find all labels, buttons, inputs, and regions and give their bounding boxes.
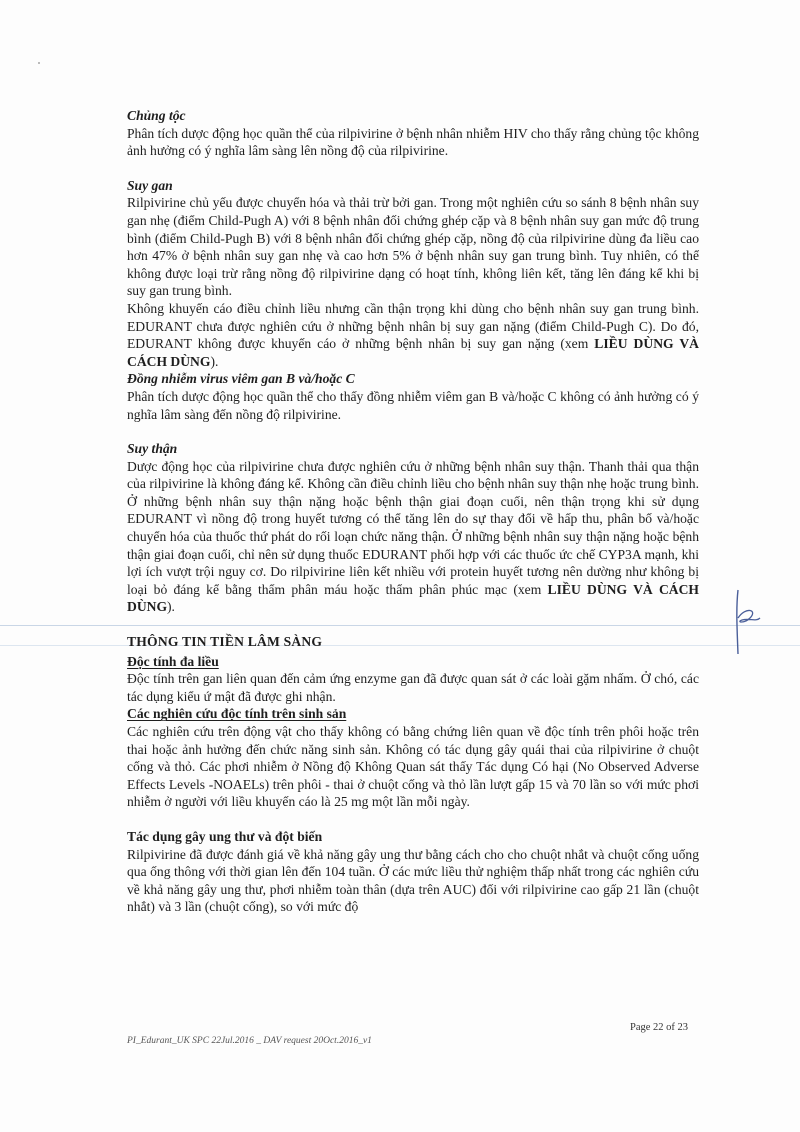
cross-reference: LIỀU DÙNG VÀ CÁCH DÙNG — [127, 581, 699, 615]
subheading-carcinogenicity: Tác dụng gây ung thư và đột biến — [127, 828, 323, 844]
paragraph: Rilpivirine đã được đánh giá về khả năng gây ung thư bằng cách cho cho chuột nhắt và chuột cống uống qua ống thông với thời gian lên đến 104 tuần. Ở các mức liều thử nghiệm thấp nhất trong các nghiên cứu về khả năng gây ung thư, phơi nhiễm toàn thân (dựa trên AUC) đối với rilpivirine cao gấp 21 lần (chuột nhắt) và 3 lần (chuột cống), so với mức độ — [127, 846, 699, 915]
paragraph: Độc tính trên gan liên quan đến cảm ứng enzyme gan đã được quan sát ở các loài gặm nhấm. Ở chó, các tác dụng kiểu ứ mật đã được ghi nhận. — [127, 671, 699, 704]
section-title-preclinical: THÔNG TIN TIỀN LÂM SÀNG — [127, 634, 323, 650]
heading-dong-nhiem: Đồng nhiễm virus viêm gan B và/hoặc C — [127, 371, 355, 387]
scan-speck — [38, 62, 40, 64]
paragraph: Dược động học của rilpivirine chưa được nghiên cứu ở những bệnh nhân suy thận. Thanh thải qua thận của rilpivirine là không đáng kể. Không cần điều chỉnh liều cho bệnh nhân suy thận nhẹ hoặc trung bình. Ở những bệnh nhân suy thận nặng hoặc bệnh thận giai đoạn cuối, nên thận trọng khi sử dụng EDURANT vì nồng độ trong huyết tương có thể tăng lên do sự thay đổi về hấp thu, phân bố và/hoặc chuyển hóa của thuốc thứ phát do rối loạn chức năng thận. Ở những bệnh nhân suy thận nặng hoặc bệnh thận giai đoạn cuối, chỉ nên sử dụng thuốc EDURANT phối hợp với các thuốc ức chế CYP3A mạnh, khi lợi ích vượt trội nguy cơ. Do rilpivirine liên kết nhiều với protein huyết tương nên dường như không bị loại bỏ đáng kể bằng thẩm phân máu hoặc thẩm phân phúc mạc (xem LIỀU DÙNG VÀ CÁCH DÙNG). — [127, 458, 699, 615]
page-number: Page 22 of 23 — [630, 1022, 689, 1033]
paragraph: Phân tích dược động học quần thể của rilpivirine ở bệnh nhân nhiễm HIV cho thấy rằng chủng tộc không ảnh hưởng có ý nghĩa lâm sàng lên nồng độ của rilpivirine. — [127, 125, 699, 159]
heading-suy-gan: Suy gan — [127, 177, 173, 193]
heading-suy-than: Suy thận — [127, 441, 178, 457]
subheading-reproductive: Các nghiên cứu độc tính trên sinh sản — [127, 706, 347, 722]
main-content — [127, 107, 699, 916]
subheading-repeat-dose: Độc tính đa liều — [127, 653, 219, 669]
paragraph: Phân tích dược động học quần thể cho thấy đồng nhiễm viêm gan B và/hoặc C không có ảnh hưởng có ý nghĩa lâm sàng đến nồng độ rilpivirine. — [127, 388, 699, 422]
paragraph: Không khuyến cáo điều chỉnh liều nhưng cần thận trọng khi dùng cho bệnh nhân suy gan trung bình. EDURANT chưa được nghiên cứu ở những bệnh nhân bị suy gan nặng (điểm Child-Pugh C). Do đó, EDURANT không được khuyến cáo ở những bệnh nhân bị suy gan nặng (xem LIỀU DÙNG VÀ CÁCH DÙNG). — [127, 300, 699, 369]
paragraph: Rilpivirine chủ yếu được chuyển hóa và thải trừ bởi gan. Trong một nghiên cứu so sánh 8 bệnh nhân suy gan nhẹ (điểm Child-Pugh A) với 8 bệnh nhân đối chứng ghép cặp và 8 bệnh nhân suy gan mức độ trung bình (điểm Child-Pugh B) với 8 bệnh nhân đối chứng ghép cặp, nồng độ của rilpivirine dùng đa liều cao hơn 47% ở bệnh nhân suy gan nhẹ và cao hơn 5% ở bệnh nhân suy gan trung bình. Tuy nhiên, có thể không được loại trừ rằng nồng độ rilpivirine dạng có hoạt tính, không liên kết, tăng lên đáng kể khi bị suy gan trung bình. — [127, 195, 699, 299]
footer-document-id: PI_Edurant_UK SPC 22Jul.2016 _ DAV request 20Oct.2016_v1 — [127, 1036, 372, 1046]
handwritten-initials-icon — [724, 588, 764, 658]
cross-reference: LIỀU DÙNG VÀ CÁCH DÙNG — [127, 336, 699, 369]
paragraph: Các nghiên cứu trên động vật cho thấy không có bằng chứng liên quan về độc tính trên phôi hoặc trên thai hoặc ảnh hưởng đến chức năng sinh sản. Không có tác dụng gây quái thai của rilpivirine ở chuột cống và thỏ. Các phơi nhiễm ở Nồng độ Không Quan sát thấy Tác dụng Có hại (No Observed Adverse Effects Levels -NOAELs) trên phôi - thai ở chuột cống và thỏ lần lượt gấp 15 và 70 lần so với mức phơi nhiễm ở người với liều khuyến cáo là 25 mg một lần mỗi ngày. — [127, 724, 699, 810]
heading-chung-toc: Chủng tộc — [127, 108, 186, 123]
